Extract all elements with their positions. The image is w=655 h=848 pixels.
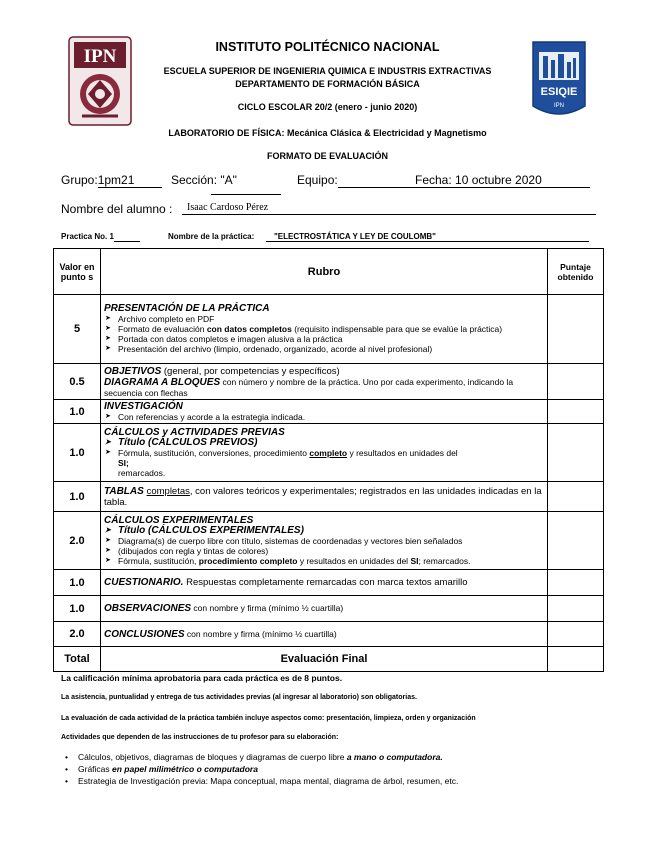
- table-row: [54, 570, 604, 596]
- institute-title: INSTITUTO POLITÉCNICO NACIONAL: [215, 40, 440, 54]
- score-cell[interactable]: [548, 424, 604, 482]
- total-label: Total: [54, 647, 101, 672]
- row-value: 2.0: [54, 622, 101, 647]
- row-value: 1.0: [54, 570, 101, 596]
- rubro-observaciones: OBSERVACIONES con nombre y firma (mínimo ½ cuartilla): [101, 596, 548, 622]
- lab-name: LABORATORIO DE FÍSICA: Mecánica Clásica & Electricidad y Magnetismo: [168, 128, 487, 138]
- nombre-value: Isaac Cardoso Pérez: [182, 202, 596, 215]
- rubro-calculos-experimentales: CÁLCULOS EXPERIMENTALES ➤ Título (CÁLCULOS EXPERIMENTALES) ➤ Diagrama(s) de cuerpo libre con título, sistemas de coordenadas y vectores bien señalados ➤ (dibujados con regla y tintas de colores) ➤ Fórmula, sustitución, procedimiento completo y resultados en unidades del SI; remarcados.: [101, 512, 548, 570]
- equipo-field: Equipo:: [297, 173, 418, 188]
- table-row: [54, 295, 604, 364]
- table-row: [54, 424, 604, 482]
- score-cell[interactable]: [548, 364, 604, 400]
- score-cell[interactable]: [548, 596, 604, 622]
- table-row: [54, 482, 604, 512]
- department-name: DEPARTAMENTO DE FORMACIÓN BÁSICA: [235, 79, 420, 89]
- row-value: 5: [54, 295, 101, 364]
- evaluation-table: [53, 248, 604, 672]
- header-valor: Valor en punto s: [54, 249, 101, 295]
- evaluation-note: La evaluación de cada actividad de la práctica también incluye aspectos como: presentación, limpieza, orden y organización: [61, 715, 476, 722]
- score-cell[interactable]: [548, 295, 604, 364]
- row-value: 1.0: [54, 424, 101, 482]
- table-row: [54, 622, 604, 647]
- table-total-row: [54, 647, 604, 672]
- min-grade-note: La calificación mínima aprobatoria para cada práctica es de 8 puntos.: [61, 673, 343, 683]
- svg-text:IPN: IPN: [83, 46, 117, 67]
- school-name: ESCUELA SUPERIOR DE INGENIERIA QUIMICA E INDUSTRIS EXTRACTIVAS: [163, 66, 492, 76]
- row-value: 1.0: [54, 400, 101, 424]
- score-cell[interactable]: [548, 482, 604, 512]
- table-row: [54, 364, 604, 400]
- list-item: • Estrategia de Investigación previa: Mapa conceptual, mapa mental, diagrama de árbol, resumen, etc.: [61, 775, 601, 787]
- svg-text:ESIQIE: ESIQIE: [540, 86, 578, 98]
- final-evaluation-label: Evaluación Final: [101, 647, 548, 672]
- row-value: 1.0: [54, 596, 101, 622]
- rubro-objetivos: OBJETIVOS (general, por competencias y específicos) DIAGRAMA A BLOQUES con número y nombre de la práctica. Uno por cada experimento, indicando la secuencia con flechas: [101, 364, 548, 400]
- svg-text:IPN: IPN: [553, 103, 565, 109]
- score-cell[interactable]: [548, 400, 604, 424]
- rubro-tablas: TABLAS completas, con valores teóricos y experimentales; registrados en las unidades indicadas en la tabla.: [101, 482, 548, 512]
- score-cell[interactable]: [548, 570, 604, 596]
- row-value: 0.5: [54, 364, 101, 400]
- seccion-underline: [211, 194, 281, 195]
- attendance-note: La asistencia, puntualidad y entrega de tus actividades previas (al ingresar al laboratorio) son obligatorias.: [61, 694, 417, 701]
- rubro-calculos-previos: CÁLCULOS y ACTIVIDADES PREVIAS ➤ Título (CÁLCULOS PREVIOS) ➤ Fórmula, sustitución, conversiones, procedimiento completo y resultados en unidades del SI; remarcados.: [101, 424, 548, 482]
- grupo-value: 1pm21: [98, 173, 162, 188]
- rubro-cuestionario: CUESTIONARIO. Respuestas completamente remarcadas con marca textos amarillo: [101, 570, 548, 596]
- rubro-investigacion: INVESTIGACIÓN ➤ Con referencias y acorde a la estrategia indicada.: [101, 400, 548, 424]
- row-value: 2.0: [54, 512, 101, 570]
- seccion-field: Sección: "A": [171, 173, 237, 187]
- table-header-row: [54, 249, 604, 295]
- header-puntaje: Puntaje obtenido: [548, 249, 604, 295]
- table-row: [54, 596, 604, 622]
- format-title: FORMATO DE EVALUACIÓN: [267, 151, 388, 161]
- grupo-field: Grupo:1pm21: [61, 173, 162, 188]
- score-cell[interactable]: [548, 512, 604, 570]
- header-rubro: Rubro: [101, 249, 548, 295]
- fecha-field: Fecha: 10 octubre 2020: [415, 173, 590, 188]
- activities-heading: Actividades que dependen de las instrucciones de tu profesor para su elaboración:: [61, 734, 339, 741]
- practica-name-value: "ELECTROSTÁTICA Y LEY DE COULOMB": [266, 232, 589, 242]
- table-row: [54, 400, 604, 424]
- rubro-conclusiones: CONCLUSIONES con nombre y firma (mínimo ½ cuartilla): [101, 622, 548, 647]
- list-item: • Cálculos, objetivos, diagramas de bloques y diagramas de cuerpo libre a mano o computadora.: [61, 751, 601, 763]
- school-cycle: CICLO ESCOLAR 20/2 (enero - junio 2020): [237, 102, 418, 112]
- list-item: • Gráficas en papel milimétrico o computadora: [61, 763, 601, 775]
- row-value: 1.0: [54, 482, 101, 512]
- activities-list: [61, 751, 601, 787]
- rubro-presentacion: PRESENTACIÓN DE LA PRÁCTICA ➤ Archivo completo en PDF ➤ Formato de evaluación con datos completos (requisito indispensable para que se evalúe la práctica) ➤ Portada con datos completos e imagen alusiva a la práctica ➤ Presentación del archivo (limpio, ordenado, organizado, acorde al nivel profesional): [101, 295, 548, 364]
- total-score-cell[interactable]: [548, 647, 604, 672]
- practica-number: Practica No. 1: [61, 232, 140, 242]
- nombre-label: Nombre del alumno :: [61, 202, 173, 216]
- table-row: [54, 512, 604, 570]
- practica-name-label: Nombre de la práctica:: [168, 232, 255, 241]
- score-cell[interactable]: [548, 622, 604, 647]
